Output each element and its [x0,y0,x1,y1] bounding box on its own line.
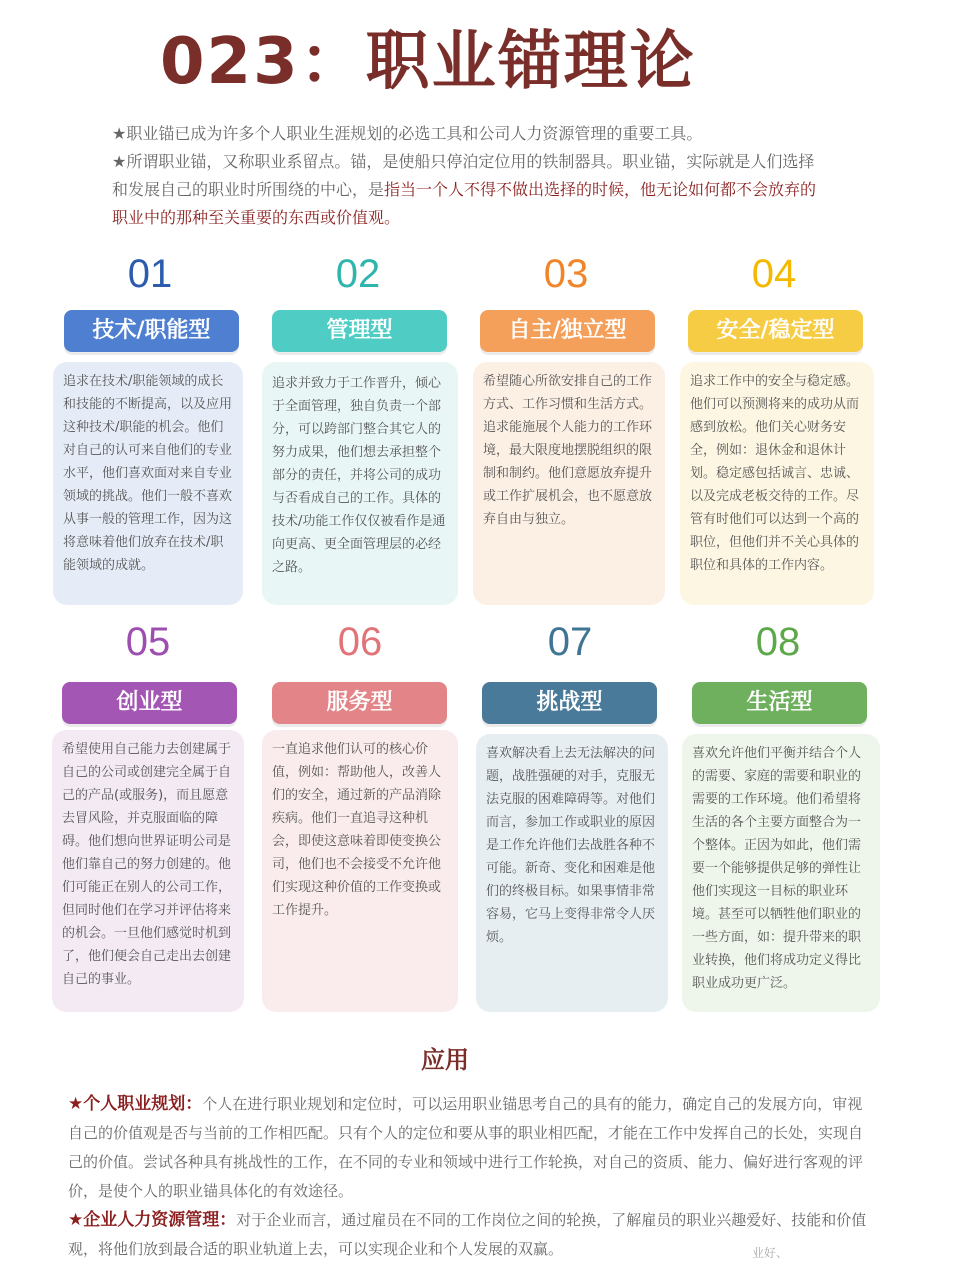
type-label: 服务型 [272,682,447,724]
application-personal-lead: ★个人职业规划： [68,1094,203,1114]
type-card: 希望使用自己能力去创建属于自己的公司或创建完全属于自己的产品(或服务)，而且愿意去冒风险，并克服面临的障碍。他们想向世界证明公司是他们靠自己的努力创建的。他们可能正在别人的公司工作，但同时他们在学习并评估将来的机会。一旦他们感觉时机到了，他们便会自己走出去创建自己的事业。 [52,730,244,1012]
type-card: 喜欢允许他们平衡并结合个人的需要、家庭的需要和职业的需要的工作环境。他们希望将生活的各个主要方面整合为一个整体。正因为如此，他们需要一个能够提供足够的弹性让他们实现这一目标的职业环境。甚至可以牺牲他们职业的一些方面，如：提升带来的职业转换，他们将成功定义得比职业成功更广泛。 [682,734,880,1012]
intro [112,120,822,232]
type-number: 02 [335,252,381,296]
type-label: 挑战型 [482,682,657,724]
type-label: 自主/独立型 [480,310,655,352]
type-number: 06 [337,620,383,664]
type-label: 生活型 [692,682,867,724]
application-company [68,1206,868,1264]
application-company-text: 对于企业而言，通过雇员在不同的工作岗位之间的轮换，了解雇员的职业兴趣爱好、技能和价值观，将他们放到最合适的职业轨道上去，可以实现企业和个人发展的双赢。 [68,1211,867,1258]
type-card: 希望随心所欲安排自己的工作方式、工作习惯和生活方式。追求能施展个人能力的工作环境，最大限度地摆脱组织的限制和制约。他们意愿放弃提升或工作扩展机会，也不愿意放弃自由与独立。 [473,362,665,605]
type-label: 安全/稳定型 [688,310,863,352]
type-card: 追求在技术/职能领域的成长和技能的不断提高，以及应用这种技术/职能的机会。他们对自己的认可来自他们的专业水平，他们喜欢面对来自专业领域的挑战。他们一般不喜欢从事一般的管理工作，因为这将意味着他们放弃在技术/职能领域的成就。 [53,362,243,605]
signature: 业好、 [752,1246,789,1260]
type-card: 喜欢解决看上去无法解决的问题，战胜强硬的对手，克服无法克服的困难障碍等。对他们而言，参加工作或职业的原因是工作允许他们去战胜各种不可能。新奇、变化和困难是他们的终极目标。如果事情非常容易，它马上变得非常令人厌烦。 [476,734,668,1012]
type-card: 追求工作中的安全与稳定感。他们可以预测将来的成功从而感到放松。他们关心财务安全，例如：退休金和退休计划。稳定感包括诚言、忠诚、以及完成老板交待的工作。尽管有时他们可以达到一个高的职位，但他们并不关心具体的职位和具体的工作内容。 [680,362,874,605]
intro-highlight: 指当一个人不得不做出选择的时候，他无论如何都不会放弃的职业中的那种至关重要的东西或价值观。 [112,180,817,227]
type-label: 创业型 [62,682,237,724]
application-personal [68,1090,868,1206]
intro-line-2 [112,148,822,232]
intro-text: ★所谓职业锚，又称职业系留点。锚，是使船只停泊定位用的铁制器具。职业锚，实际就是人们选择和发展自己的职业时所围绕的中心，是 [112,152,815,199]
type-label: 技术/职能型 [64,310,239,352]
type-number: 03 [543,252,589,296]
type-number: 08 [755,620,801,664]
type-card: 一直追求他们认可的核心价值，例如：帮助他人，改善人们的安全，通过新的产品消除疾病。他们一直追寻这种机会，即使这意味着即使变换公司，他们也不会接受不允许他们实现这种价值的工作变换或工作提升。 [262,730,458,1012]
type-label: 管理型 [272,310,447,352]
intro-line-1: ★职业锚已成为许多个人职业生涯规划的必选工具和公司人力资源管理的重要工具。 [112,124,703,143]
application-personal-text: 个人在进行职业规划和定位时，可以运用职业锚思考自己的具有的能力，确定自己的发展方向，审视自己的价值观是否与当前的工作相匹配。只有个人的定位和要从事的职业相匹配，才能在工作中发挥自己的长处，实现自己的价值。尝试各种具有挑战性的工作，在不同的专业和领域中进行工作轮换，对自己的资质、能力、偏好进行客观的评价，是使个人的职业锚具体化的有效途径。 [68,1095,864,1200]
type-number: 04 [751,252,797,296]
type-card: 追求并致力于工作晋升，倾心于全面管理，独自负责一个部分，可以跨部门整合其它人的努力成果，他们想去承担整个部分的责任，并将公司的成功与否看成自己的工作。具体的技术/功能工作仅仅被看作是通向更高、更全面管理层的必经之路。 [262,362,458,605]
application-title: 应用 [421,1046,469,1074]
page-title: 023：职业锚理论 [160,25,696,99]
type-number: 05 [125,620,171,664]
type-number: 07 [547,620,593,664]
application-company-lead: ★企业人力资源管理： [68,1210,237,1230]
type-number: 01 [127,252,173,296]
